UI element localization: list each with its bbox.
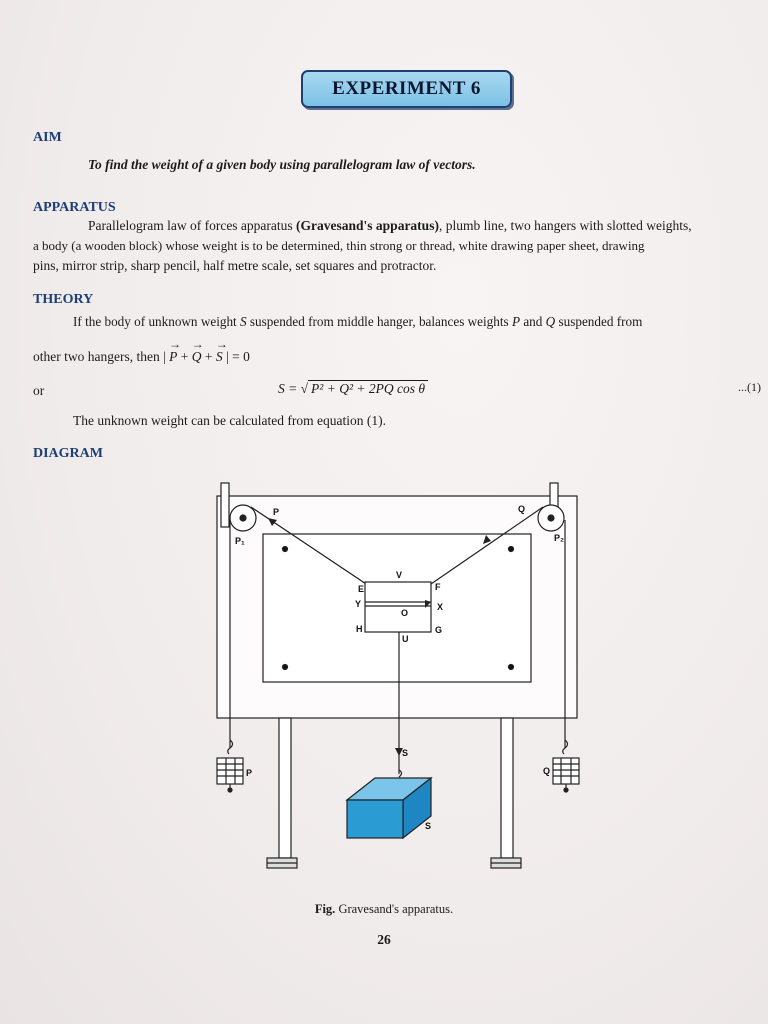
formula-radicand: P² + Q² + 2PQ cos θ [308,380,428,397]
parallelogram-efgh [365,582,431,632]
unknown-body-block [347,770,431,838]
left-clamp [221,483,229,527]
label-body-s: S [425,821,432,831]
apparatus-line-1: Parallelogram law of forces apparatus (Gravesand's apparatus), plumb line, two hangers with slotted weights, [88,218,692,233]
or-label: or [33,383,45,398]
drawing-pin [283,665,288,670]
right-leg [491,718,521,868]
gravesand-apparatus-diagram [205,478,595,888]
page-number: 26 [377,932,391,947]
equation-number: ...(1) [738,380,761,394]
label-h: H [356,624,363,634]
label-p2: P₂ [554,533,565,543]
theory-heading: THEORY [33,292,94,307]
apparatus-line-3: pins, mirror strip, sharp pencil, half metre scale, set squares and protractor. [33,258,437,273]
theory-closing: The unknown weight can be calculated from equation (1). [73,413,387,428]
theory-line-1: If the body of unknown weight S suspended from middle hanger, balances weights P and Q suspended from [73,314,643,329]
label-g: G [435,625,443,635]
label-weight-q: Q [543,766,551,776]
weight-hanger-q [553,740,579,792]
vector-s: → S [216,343,223,367]
experiment-title: EXPERIMENT 6 [301,70,512,108]
left-leg [267,718,297,868]
label-s-thread: S [402,748,409,758]
label-q: Q [518,504,526,514]
label-o: O [401,608,409,618]
apparatus-paragraph [33,216,768,276]
label-u: U [402,634,409,644]
formula: S = √ P² + Q² + 2PQ cos θ [278,380,428,397]
diagram-heading: DIAGRAM [33,446,103,461]
label-y: Y [355,599,362,609]
vector-p: → P [169,343,177,367]
vector-q: → Q [192,343,202,367]
theory-line-2: other two hangers, then | → P + → Q + → S | = 0 [33,343,250,367]
drawing-pin [509,547,514,552]
drawing-pin [509,665,514,670]
label-p: P [273,507,280,517]
label-p1: P₁ [235,536,245,546]
figure-caption: Fig. Gravesand's apparatus. [314,902,454,916]
apparatus-line-2: a body (a wooden block) whose weight is to be determined, thin strong or thread, white drawing paper sheet, drawing [33,238,645,253]
label-e: E [358,584,365,594]
label-v: V [396,570,403,580]
weight-hanger-p [217,740,243,792]
label-x: X [437,602,444,612]
aim-heading: AIM [33,130,62,145]
drawing-pin [283,547,288,552]
label-f: F [435,582,441,592]
apparatus-heading: APPARATUS [33,200,116,215]
label-weight-p: P [246,768,253,778]
aim-text: To find the weight of a given body using parallelogram law of vectors. [88,157,476,172]
